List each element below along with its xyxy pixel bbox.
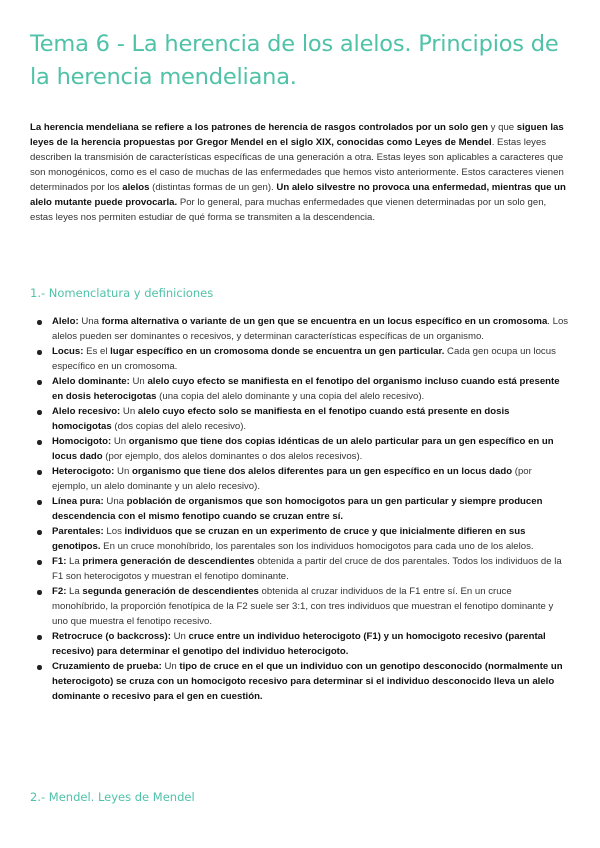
definitions-list: [52, 314, 570, 704]
page-title: Tema 6 - La herencia de los alelos. Principios de la herencia mendeliana.: [30, 31, 559, 90]
text-run: (dos copias del alelo recesivo).: [111, 421, 247, 432]
bold-text-run: La herencia mendeliana se refiere a los patrones de herencia de rasgos controlados por un solo gen: [30, 122, 488, 133]
bold-text-run: F1:: [52, 556, 67, 567]
definition-item: [52, 494, 570, 524]
text-run: . Los alelos pueden ser dominantes o recesivos, y determinan características específicas de un organismo.: [52, 316, 569, 342]
text-run: Una: [78, 316, 102, 327]
bold-text-run: cruce entre un individuo heterocigoto (F1) y un homocigoto recesivo (parental recesivo) para determinar el genotipo del individuo heterocigoto.: [52, 631, 546, 657]
text-run: obtenida al cruzar individuos de la F1 entre sí. En un cruce monohíbrido, la proporción fenotípica de la F2 suele ser 3:1, con tres individuos que muestran el fenotipo dominante y uno que muestra el fenotipo recesivo.: [52, 586, 554, 627]
text-run: Un: [111, 436, 129, 447]
bold-text-run: Línea pura:: [52, 496, 104, 507]
text-run: Una: [103, 496, 127, 507]
bold-text-run: Cruzamiento de prueba:: [52, 661, 162, 672]
definition-item: [52, 659, 570, 704]
bullet-icon: [37, 380, 42, 385]
intro-paragraph: [30, 120, 570, 225]
text-run: y que: [487, 122, 517, 133]
text-run: . Estas leyes describen la transmisión de características específicas de una generación a otra. Estas leyes son aplicables a caracteres que son monogénicos, como es el caso de muchas de las enfermedades que hemos visto anteriormente. Estos caracteres vienen determinados por los: [30, 137, 564, 193]
text-run: Es el: [83, 346, 111, 357]
bullet-icon: [37, 590, 42, 595]
bold-text-run: alelo cuyo efecto se manifiesta en el fenotipo del organismo incluso cuando está presente en dosis heterocigotas: [52, 376, 560, 402]
bold-text-run: segunda generación de descendientes: [82, 586, 259, 597]
text-run: Un: [114, 466, 132, 477]
bold-text-run: Homocigoto:: [52, 436, 112, 447]
bold-text-run: siguen las leyes de la herencia propuestas por Gregor Mendel en el siglo XIX, conocidas como Leyes de Mendel: [30, 122, 564, 148]
bold-text-run: tipo de cruce en el que un individuo con un genotipo desconocido (normalmente un heterocigoto) se cruza con un homocigoto recesivo para determinar si el individuo desconocido lleva un alelo dominante o recesivo para el gen en cuestión.: [52, 661, 563, 702]
bold-text-run: lugar específico en un cromosoma donde se encuentra un gen particular.: [110, 346, 445, 357]
text-run: Por lo general, para muchas enfermedades que vienen determinadas por un solo gen, estas leyes nos permiten estudiar de qué forma se transmiten a la descendencia.: [30, 197, 547, 223]
text-run: (por ejemplo, un alelo dominante y un alelo recesivo).: [52, 466, 532, 492]
bold-text-run: Alelo recesivo:: [52, 406, 121, 417]
bold-text-run: Alelo:: [52, 316, 79, 327]
bold-text-run: Heterocigoto:: [52, 466, 115, 477]
definition-item: [52, 629, 570, 659]
bullet-icon: [37, 320, 42, 325]
text-run: (por ejemplo, dos alelos dominantes o dos alelos recesivos).: [102, 451, 363, 462]
bold-text-run: individuos que se cruzan en un experimento de cruce y que inicialmente difieren en sus genotipos.: [52, 526, 526, 552]
bold-text-run: alelos: [122, 182, 150, 193]
definition-item: [52, 404, 570, 434]
definition-item: [52, 554, 570, 584]
definition-item: [52, 314, 570, 344]
bold-text-run: Parentales:: [52, 526, 104, 537]
text-run: Un: [161, 661, 180, 672]
bullet-icon: [37, 470, 42, 475]
bullet-icon: [37, 635, 42, 640]
bullet-icon: [37, 350, 42, 355]
text-run: Los: [103, 526, 125, 537]
bullet-icon: [37, 500, 42, 505]
text-run: Cada gen ocupa un locus específico en un cromosoma.: [52, 346, 556, 372]
bold-text-run: Locus:: [52, 346, 84, 357]
section-heading-1: 1.- Nomenclatura y definiciones: [30, 286, 214, 300]
bold-text-run: Retrocruce (o backcross):: [52, 631, 171, 642]
definition-item: [52, 464, 570, 494]
text-run: (distintas formas de un gen).: [149, 182, 277, 193]
text-run: Un: [170, 631, 189, 642]
bold-text-run: F2:: [52, 586, 67, 597]
bullet-icon: [37, 530, 42, 535]
text-run: En un cruce monohíbrido, los parentales son los individuos homocigotos para cada uno de los alelos.: [100, 541, 534, 552]
bold-text-run: organismo que tiene dos alelos diferentes para un gen específico en un locus dado: [131, 466, 513, 477]
definition-item: [52, 584, 570, 629]
bullet-icon: [37, 410, 42, 415]
definition-item: [52, 344, 570, 374]
definition-item: [52, 374, 570, 404]
definition-item: [52, 524, 570, 554]
section-heading-2: 2.- Mendel. Leyes de Mendel: [30, 790, 195, 804]
bold-text-run: población de organismos que son homocigotos para un gen particular y siempre producen descendencia con el mismo fenotipo cuando se cruzan entre sí.: [52, 496, 543, 522]
text-run: La: [66, 586, 83, 597]
bold-text-run: Alelo dominante:: [52, 376, 130, 387]
bullet-icon: [37, 440, 42, 445]
bullet-icon: [37, 560, 42, 565]
text-run: Un: [120, 406, 138, 417]
text-run: obtenida a partir del cruce de dos parentales. Todos los individuos de la F1 son heterocigotos y muestran el fenotipo dominante.: [52, 556, 562, 582]
bold-text-run: alelo cuyo efecto solo se manifiesta en el fenotipo cuando está presente en dosis homocigotas: [52, 406, 510, 432]
text-run: (una copia del alelo dominante y una copia del alelo recesivo).: [156, 391, 425, 402]
bullet-icon: [37, 665, 42, 670]
text-run: La: [66, 556, 83, 567]
bold-text-run: primera generación de descendientes: [82, 556, 255, 567]
bold-text-run: organismo que tiene dos copias idénticas de un alelo particular para un gen específico en un locus dado: [52, 436, 554, 462]
bold-text-run: Un alelo silvestre no provoca una enfermedad, mientras que un alelo mutante puede provocarla.: [30, 182, 566, 208]
text-run: Un: [129, 376, 148, 387]
bold-text-run: forma alternativa o variante de un gen que se encuentra en un locus específico en un cromosoma: [101, 316, 548, 327]
definition-item: [52, 434, 570, 464]
